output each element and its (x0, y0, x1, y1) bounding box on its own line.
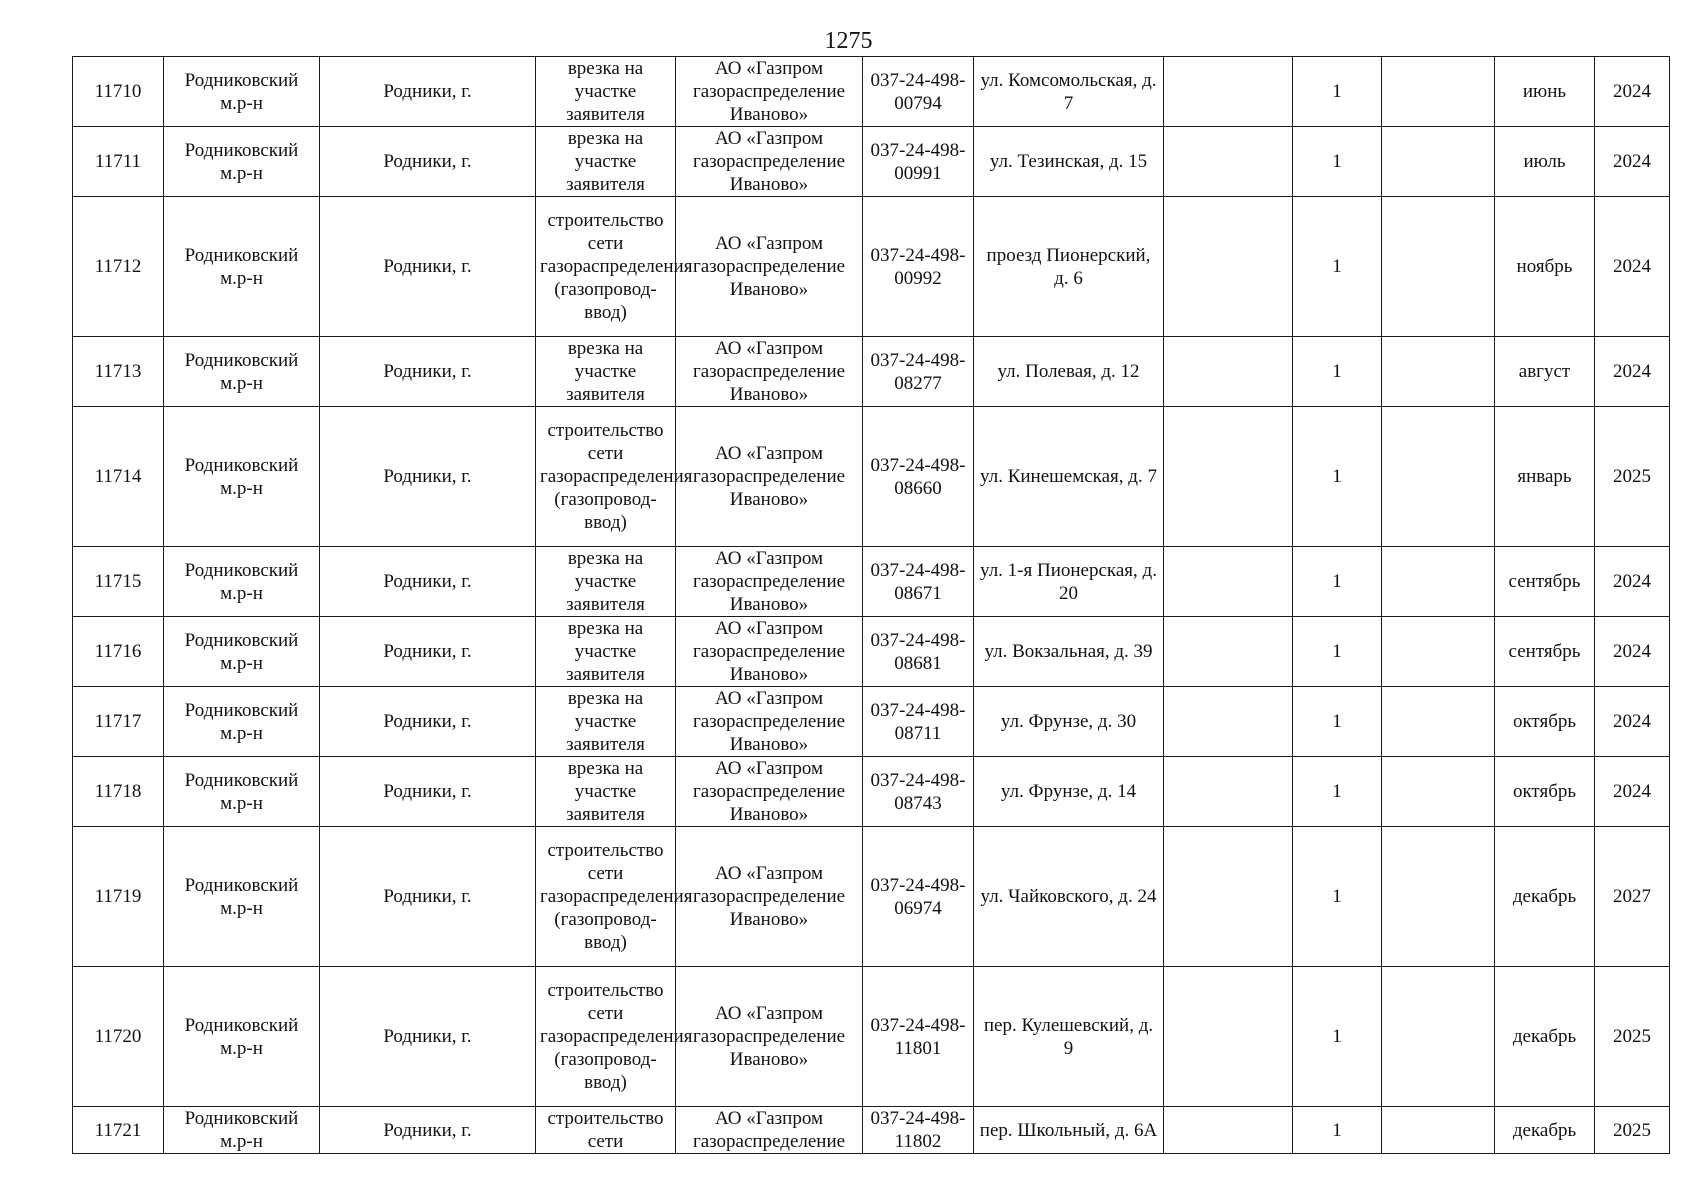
application-code-cell: 037-24-498-00991 (863, 127, 974, 197)
year-cell: 2027 (1595, 827, 1670, 967)
organization-cell: АО «Газпром газораспределение Иваново» (676, 967, 863, 1107)
table-row (73, 57, 1670, 127)
quantity-cell: 1 (1293, 407, 1382, 547)
locality-cell: Родники, г. (320, 547, 536, 617)
month-cell: январь (1495, 407, 1595, 547)
district-cell: Родниковский м.р-н (164, 407, 320, 547)
address-cell: ул. Чайковского, д. 24 (974, 827, 1164, 967)
table-row (73, 547, 1670, 617)
row-number: 11719 (73, 827, 164, 967)
address-cell: ул. Кинешемская, д. 7 (974, 407, 1164, 547)
empty-cell (1164, 617, 1293, 687)
organization-cell: АО «Газпром газораспределение (676, 1107, 863, 1154)
work-type-cell: строительство сети газораспределения (газопровод-ввод) (536, 967, 676, 1107)
row-number: 11712 (73, 197, 164, 337)
address-cell: пер. Школьный, д. 6А (974, 1107, 1164, 1154)
row-number: 11715 (73, 547, 164, 617)
empty-cell (1382, 57, 1495, 127)
address-cell: ул. Фрунзе, д. 30 (974, 687, 1164, 757)
organization-cell: АО «Газпром газораспределение Иваново» (676, 687, 863, 757)
locality-cell: Родники, г. (320, 617, 536, 687)
table-row (73, 967, 1670, 1107)
locality-cell: Родники, г. (320, 197, 536, 337)
locality-cell: Родники, г. (320, 687, 536, 757)
organization-cell: АО «Газпром газораспределение Иваново» (676, 547, 863, 617)
quantity-cell: 1 (1293, 967, 1382, 1107)
district-cell: Родниковский м.р-н (164, 127, 320, 197)
address-cell: ул. Тезинская, д. 15 (974, 127, 1164, 197)
year-cell: 2024 (1595, 197, 1670, 337)
empty-cell (1382, 1107, 1495, 1154)
empty-cell (1382, 127, 1495, 197)
empty-cell (1164, 687, 1293, 757)
year-cell: 2024 (1595, 337, 1670, 407)
month-cell: август (1495, 337, 1595, 407)
district-cell: Родниковский м.р-н (164, 967, 320, 1107)
empty-cell (1382, 687, 1495, 757)
work-type-cell: строительство сети газораспределения (газопровод-ввод) (536, 197, 676, 337)
empty-cell (1382, 967, 1495, 1107)
application-code-cell: 037-24-498-08660 (863, 407, 974, 547)
work-type-cell: врезка на участке заявителя (536, 57, 676, 127)
application-code-cell: 037-24-498-00794 (863, 57, 974, 127)
application-code-cell: 037-24-498-08671 (863, 547, 974, 617)
organization-cell: АО «Газпром газораспределение Иваново» (676, 407, 863, 547)
empty-cell (1382, 827, 1495, 967)
empty-cell (1164, 1107, 1293, 1154)
month-cell: сентябрь (1495, 547, 1595, 617)
quantity-cell: 1 (1293, 617, 1382, 687)
empty-cell (1382, 547, 1495, 617)
district-cell: Родниковский м.р-н (164, 57, 320, 127)
quantity-cell: 1 (1293, 547, 1382, 617)
empty-cell (1164, 407, 1293, 547)
empty-cell (1382, 757, 1495, 827)
empty-cell (1382, 337, 1495, 407)
work-type-cell: врезка на участке заявителя (536, 757, 676, 827)
table-row (73, 127, 1670, 197)
application-code-cell: 037-24-498-00992 (863, 197, 974, 337)
work-type-cell: врезка на участке заявителя (536, 547, 676, 617)
year-cell: 2024 (1595, 57, 1670, 127)
table-row (73, 757, 1670, 827)
quantity-cell: 1 (1293, 687, 1382, 757)
month-cell: ноябрь (1495, 197, 1595, 337)
address-cell: ул. Полевая, д. 12 (974, 337, 1164, 407)
application-code-cell: 037-24-498-06974 (863, 827, 974, 967)
empty-cell (1164, 127, 1293, 197)
table-row (73, 197, 1670, 337)
row-number: 11714 (73, 407, 164, 547)
organization-cell: АО «Газпром газораспределение Иваново» (676, 197, 863, 337)
organization-cell: АО «Газпром газораспределение Иваново» (676, 827, 863, 967)
row-number: 11710 (73, 57, 164, 127)
application-code-cell: 037-24-498-08277 (863, 337, 974, 407)
row-number: 11716 (73, 617, 164, 687)
work-type-cell: врезка на участке заявителя (536, 337, 676, 407)
quantity-cell: 1 (1293, 57, 1382, 127)
address-cell: ул. Фрунзе, д. 14 (974, 757, 1164, 827)
empty-cell (1164, 57, 1293, 127)
district-cell: Родниковский м.р-н (164, 827, 320, 967)
empty-cell (1382, 617, 1495, 687)
address-cell: проезд Пионерский, д. 6 (974, 197, 1164, 337)
page-number: 1275 (824, 28, 873, 54)
application-code-cell: 037-24-498-08743 (863, 757, 974, 827)
table-row (73, 1107, 1670, 1154)
district-cell: Родниковский м.р-н (164, 197, 320, 337)
work-type-cell: строительство сети газораспределения (газопровод-ввод) (536, 827, 676, 967)
application-code-cell: 037-24-498-08681 (863, 617, 974, 687)
table-row (73, 337, 1670, 407)
locality-cell: Родники, г. (320, 407, 536, 547)
table-row (73, 617, 1670, 687)
month-cell: июнь (1495, 57, 1595, 127)
address-cell: ул. 1-я Пионерская, д. 20 (974, 547, 1164, 617)
month-cell: декабрь (1495, 967, 1595, 1107)
district-cell: Родниковский м.р-н (164, 337, 320, 407)
row-number: 11713 (73, 337, 164, 407)
empty-cell (1382, 197, 1495, 337)
year-cell: 2024 (1595, 547, 1670, 617)
quantity-cell: 1 (1293, 197, 1382, 337)
application-code-cell: 037-24-498-11801 (863, 967, 974, 1107)
organization-cell: АО «Газпром газораспределение Иваново» (676, 337, 863, 407)
work-type-cell: врезка на участке заявителя (536, 617, 676, 687)
locality-cell: Родники, г. (320, 127, 536, 197)
empty-cell (1164, 967, 1293, 1107)
locality-cell: Родники, г. (320, 967, 536, 1107)
year-cell: 2024 (1595, 757, 1670, 827)
quantity-cell: 1 (1293, 337, 1382, 407)
locality-cell: Родники, г. (320, 1107, 536, 1154)
locality-cell: Родники, г. (320, 827, 536, 967)
quantity-cell: 1 (1293, 757, 1382, 827)
application-code-cell: 037-24-498-11802 (863, 1107, 974, 1154)
work-type-cell: строительство сети газораспределения (газопровод-ввод) (536, 407, 676, 547)
month-cell: декабрь (1495, 1107, 1595, 1154)
empty-cell (1382, 407, 1495, 547)
year-cell: 2025 (1595, 407, 1670, 547)
address-cell: пер. Кулешевский, д. 9 (974, 967, 1164, 1107)
row-number: 11711 (73, 127, 164, 197)
district-cell: Родниковский м.р-н (164, 687, 320, 757)
row-number: 11717 (73, 687, 164, 757)
year-cell: 2024 (1595, 687, 1670, 757)
table-row (73, 827, 1670, 967)
work-type-cell: врезка на участке заявителя (536, 687, 676, 757)
month-cell: октябрь (1495, 757, 1595, 827)
year-cell: 2025 (1595, 967, 1670, 1107)
year-cell: 2024 (1595, 127, 1670, 197)
row-number: 11718 (73, 757, 164, 827)
address-cell: ул. Комсомольская, д. 7 (974, 57, 1164, 127)
row-number: 11720 (73, 967, 164, 1107)
table-row (73, 407, 1670, 547)
empty-cell (1164, 197, 1293, 337)
quantity-cell: 1 (1293, 127, 1382, 197)
empty-cell (1164, 757, 1293, 827)
address-cell: ул. Вокзальная, д. 39 (974, 617, 1164, 687)
month-cell: октябрь (1495, 687, 1595, 757)
district-cell: Родниковский м.р-н (164, 547, 320, 617)
work-type-cell: врезка на участке заявителя (536, 127, 676, 197)
district-cell: Родниковский м.р-н (164, 617, 320, 687)
organization-cell: АО «Газпром газораспределение Иваново» (676, 57, 863, 127)
quantity-cell: 1 (1293, 1107, 1382, 1154)
month-cell: декабрь (1495, 827, 1595, 967)
locality-cell: Родники, г. (320, 757, 536, 827)
empty-cell (1164, 337, 1293, 407)
gas-connection-table (72, 56, 1670, 1154)
month-cell: сентябрь (1495, 617, 1595, 687)
quantity-cell: 1 (1293, 827, 1382, 967)
district-cell: Родниковский м.р-н (164, 1107, 320, 1154)
locality-cell: Родники, г. (320, 337, 536, 407)
row-number: 11721 (73, 1107, 164, 1154)
month-cell: июль (1495, 127, 1595, 197)
district-cell: Родниковский м.р-н (164, 757, 320, 827)
empty-cell (1164, 547, 1293, 617)
locality-cell: Родники, г. (320, 57, 536, 127)
application-code-cell: 037-24-498-08711 (863, 687, 974, 757)
table-row (73, 687, 1670, 757)
organization-cell: АО «Газпром газораспределение Иваново» (676, 617, 863, 687)
work-type-cell: строительство сети (536, 1107, 676, 1154)
year-cell: 2024 (1595, 617, 1670, 687)
organization-cell: АО «Газпром газораспределение Иваново» (676, 757, 863, 827)
year-cell: 2025 (1595, 1107, 1670, 1154)
organization-cell: АО «Газпром газораспределение Иваново» (676, 127, 863, 197)
empty-cell (1164, 827, 1293, 967)
